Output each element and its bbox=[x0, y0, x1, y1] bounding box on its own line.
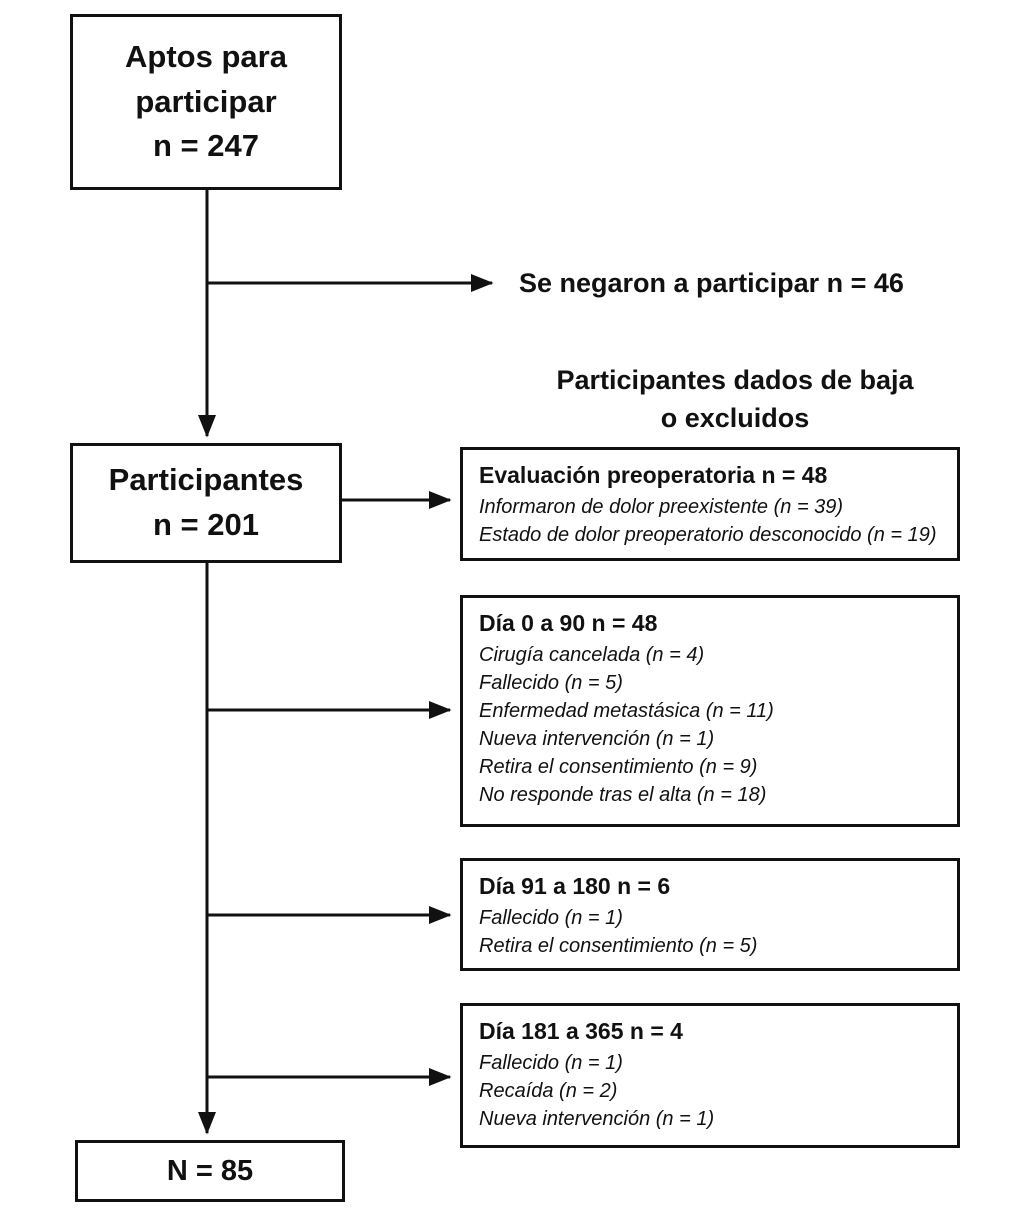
exclusion-item: Fallecido (n = 5) bbox=[479, 672, 623, 694]
exclusion-day-181-365-title: Día 181 a 365 n = 4 bbox=[479, 1018, 683, 1044]
exclusion-item: Informaron de dolor preexistente (n = 39) bbox=[479, 496, 844, 518]
exclusion-item: Fallecido (n = 1) bbox=[479, 1052, 623, 1074]
exclusion-item: Fallecido (n = 1) bbox=[479, 907, 623, 929]
exclusion-item: Nueva intervención (n = 1) bbox=[479, 1108, 715, 1130]
exclusion-day-91-180-title: Día 91 a 180 n = 6 bbox=[479, 873, 671, 899]
exclusion-item: Retira el consentimiento (n = 5) bbox=[479, 935, 758, 957]
dropout-heading bbox=[500, 362, 970, 438]
exclusion-item: Nueva intervención (n = 1) bbox=[479, 728, 715, 750]
exclusion-box-day-0-90 bbox=[460, 595, 960, 827]
participants-box bbox=[70, 443, 342, 563]
participants-count: n = 201 bbox=[153, 507, 259, 542]
exclusion-day-0-90-title: Día 0 a 90 n = 48 bbox=[479, 610, 658, 636]
dropout-heading-line-2: o excluidos bbox=[660, 402, 810, 433]
exclusion-box-day-91-180 bbox=[460, 858, 960, 971]
exclusion-item: Retira el consentimiento (n = 9) bbox=[479, 756, 758, 778]
exclusion-box-day-181-365 bbox=[460, 1003, 960, 1148]
eligible-box bbox=[70, 14, 342, 190]
participants-line-1: Participantes bbox=[108, 462, 304, 498]
eligible-line-2: participar bbox=[135, 83, 277, 119]
eligible-count: n = 247 bbox=[153, 128, 259, 164]
exclusion-item: Cirugía cancelada (n = 4) bbox=[479, 644, 705, 666]
dropout-heading-line-1: Participantes dados de baja bbox=[556, 365, 914, 395]
exclusion-item: Enfermedad metastásica (n = 11) bbox=[479, 700, 774, 722]
exclusion-item: Estado de dolor preoperatorio desconocido (n = 19) bbox=[479, 524, 937, 546]
exclusion-item: No responde tras el alta (n = 18) bbox=[479, 784, 767, 806]
eligible-line-1: Aptos para bbox=[125, 38, 287, 74]
final-count-label: N = 85 bbox=[166, 1154, 254, 1187]
exclusion-box-preoperative bbox=[460, 447, 960, 561]
final-count-box bbox=[75, 1140, 345, 1202]
exclusion-preoperative-title: Evaluación preoperatoria n = 48 bbox=[479, 462, 828, 488]
refused-label: Se negaron a participar n = 46 bbox=[519, 268, 904, 298]
exclusion-item: Recaída (n = 2) bbox=[479, 1080, 618, 1102]
